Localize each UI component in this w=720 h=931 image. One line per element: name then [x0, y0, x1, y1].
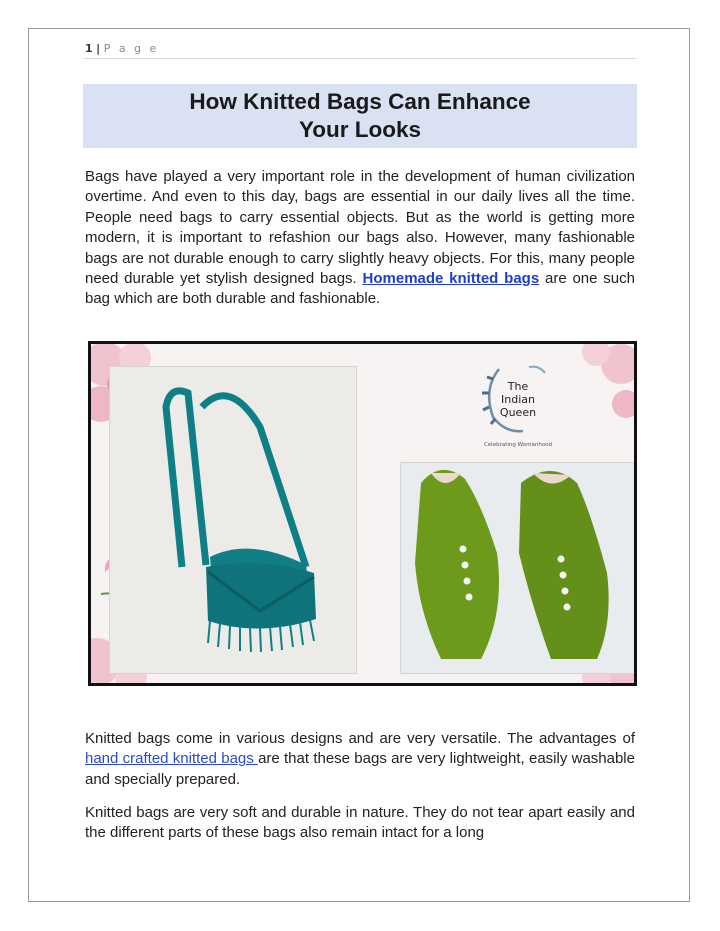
- logo-line-3: Queen: [499, 406, 537, 419]
- title-line-2: Your Looks: [298, 117, 422, 142]
- page-separator: |: [96, 42, 101, 55]
- advantages-paragraph: [85, 729, 635, 790]
- page-header: [85, 42, 159, 55]
- knitted-slippers-panel: [400, 462, 634, 674]
- page-title: [189, 88, 530, 144]
- title-line-1: How Knitted Bags Can Enhance: [189, 89, 531, 114]
- homemade-knitted-bags-link[interactable]: Homemade knitted bags: [362, 270, 540, 288]
- brand-tagline: Celebrating Womanhood: [483, 442, 553, 448]
- advantages-text-1: Knitted bags come in various designs and are very versatile. The advantages of: [85, 730, 635, 747]
- intro-paragraph: [85, 167, 635, 310]
- intro-text-1: Bags have played a very important role in the development of human civilization overtime. And even to this day, bags are essential in our daily lives all the time. People need bags to carry essential objects. But as the world is getting more modern, it is important to refashion our bags also. However, many fashionable bags are not durable enough to carry slightly heavy objects. For this, many people need durable yet stylish designed bags.: [85, 168, 635, 288]
- knitted-bag-panel: [109, 366, 357, 674]
- page-label: P a g e: [103, 42, 159, 55]
- title-banner: [83, 84, 637, 148]
- hand-crafted-knitted-bags-link[interactable]: hand crafted knitted bags: [85, 750, 259, 768]
- knitted-slippers-illustration: [401, 463, 634, 673]
- durability-paragraph: Knitted bags are very soft and durable in nature. They do not tear apart easily and the different parts of these bags also remain intact for a long: [85, 804, 635, 842]
- advantages-text-2: are that these bags are very lightweight, easily washable and specially prepared.: [85, 750, 635, 788]
- product-photo: [88, 341, 637, 686]
- page-number: 1: [85, 42, 93, 55]
- brand-logo-text: [492, 380, 544, 419]
- logo-line-1: The: [507, 380, 529, 393]
- photo-canvas: [91, 344, 634, 683]
- header-divider: [84, 58, 636, 59]
- logo-line-2: Indian: [501, 393, 535, 406]
- intro-text-2: are one such bag which are both durable and fashionable.: [85, 270, 635, 308]
- knitted-bag-illustration: [110, 367, 356, 673]
